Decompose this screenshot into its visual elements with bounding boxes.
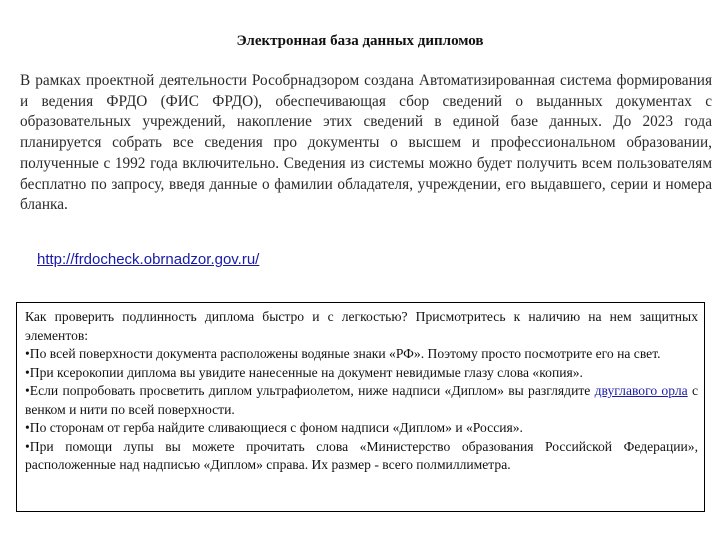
tip-coat-of-arms: •По сторонам от герба найдите сливающиеся с фоном надписи «Диплом» и «Россия». [25,420,523,435]
tips-question: Как проверить подлинность диплома быстро и с легкостью? Присмотритесь к наличию на нем защитных элементов: [25,309,698,343]
tip-ultraviolet-end: с венком и нити по всей поверхности. [25,383,698,417]
double-headed-eagle-link[interactable]: двуглавого орла [594,383,688,398]
tip-ultraviolet [25,382,698,419]
intro-paragraph: В рамках проектной деятельности Рособрнадзором создана Автоматизированная система формирования и ведения ФРДО (ФИС ФРДО), обеспечивающая сбор сведений о выданных документах с образовательных учреждений, накопление этих сведений в единой базе данных. До 2023 года планируется собрать все сведения про документы о высшем и профессиональном образовании, полученные с 1992 года включительно. Сведения из системы можно будет получить всем пользователям бесплатно по запросу, введя данные о фамилии обладателя, учреждении, его выдавшего, серии и номера бланка. [20,72,712,214]
tip-copy: •При ксерокопии диплома вы увидите нанесенные на документ невидимые глазу слова «копия». [25,364,583,380]
tip-magnifier: •При помощи лупы вы можете прочитать слова «Министерство образования Российской Федерации», расположенные над надписью «Диплом» справа. Их размер - всего полмиллиметра. [25,438,698,472]
tip-ultraviolet-start: •Если попробовать просветить диплом ультрафиолетом, ниже надписи «Диплом» вы разглядите [25,383,595,398]
tip-watermark: •По всей поверхности документа расположены водяные знаки «РФ». Поэтому просто посмотрите его на свет. [25,346,661,361]
authenticity-tips-box [16,302,705,512]
page-title: Электронная база данных дипломов [236,33,484,49]
frdo-check-link[interactable]: http://frdocheck.obrnadzor.gov.ru/ [37,251,260,268]
